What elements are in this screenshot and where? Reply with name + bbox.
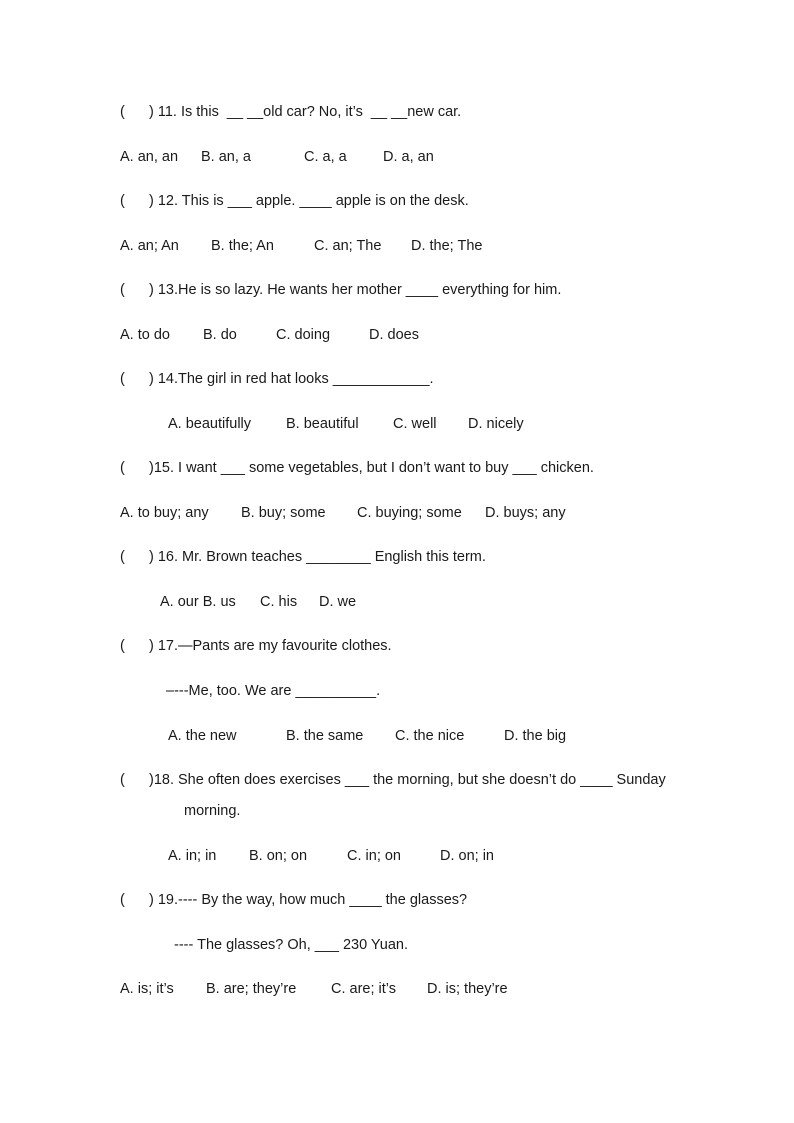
question-17-option-c: C. the nice xyxy=(395,728,465,744)
question-17-reply: –---Me, too. We are __________. xyxy=(166,683,381,699)
question-11-option-d: D. a, an xyxy=(383,149,434,165)
question-18-option-d: D. on; in xyxy=(440,848,494,864)
question-18-option-a: A. in; in xyxy=(168,848,217,864)
question-19-option-c: C. are; it’s xyxy=(331,981,397,997)
question-12-option-b: B. the; An xyxy=(211,238,274,254)
question-18-option-c: C. in; on xyxy=(347,848,401,864)
question-15-option-c: C. buying; some xyxy=(357,505,462,521)
question-16-option-d: D. we xyxy=(319,594,357,610)
question-19-option-a: A. is; it’s xyxy=(120,981,174,997)
question-14-option-b: B. beautiful xyxy=(286,416,359,432)
question-12-option-a: A. an; An xyxy=(120,238,179,254)
question-11-option-b: B. an, a xyxy=(201,149,251,165)
question-15-option-d: D. buys; any xyxy=(485,505,566,521)
question-19-option-b: B. are; they’re xyxy=(206,981,297,997)
question-16-stem: ( ) 16. Mr. Brown teaches ________ English this term. xyxy=(120,549,486,565)
question-14-option-a: A. beautifully xyxy=(168,416,252,432)
question-11-option-a: A. an, an xyxy=(120,149,179,165)
question-13-option-b: B. do xyxy=(203,327,237,343)
question-13-option-c: C. doing xyxy=(276,327,331,343)
question-18-stem-continued: morning. xyxy=(184,803,241,819)
question-17-option-a: A. the new xyxy=(168,728,237,744)
question-16-option-ab: A. our B. us xyxy=(160,594,236,610)
question-13-option-a: A. to do xyxy=(120,327,170,343)
question-11-option-c: C. a, a xyxy=(304,149,347,165)
question-19-stem: ( ) 19.---- By the way, how much ____ the glasses? xyxy=(120,892,468,908)
question-12-option-c: C. an; The xyxy=(314,238,382,254)
question-13-stem: ( ) 13.He is so lazy. He wants her mother ____ everything for him. xyxy=(120,282,562,298)
question-14-stem: ( ) 14.The girl in red hat looks ____________. xyxy=(120,371,434,387)
question-15-option-a: A. to buy; any xyxy=(120,505,209,521)
question-11-stem: ( ) 11. Is this __ __old car? No, it’s __ __new car. xyxy=(120,104,462,120)
question-19-reply: ---- The glasses? Oh, ___ 230 Yuan. xyxy=(174,937,409,953)
question-12-option-d: D. the; The xyxy=(411,238,483,254)
question-13-option-d: D. does xyxy=(369,327,419,343)
question-12-stem: ( ) 12. This is ___ apple. ____ apple is on the desk. xyxy=(120,193,469,209)
question-18-stem: ( )18. She often does exercises ___ the morning, but she doesn’t do ____ Sunday xyxy=(120,772,666,788)
question-19-option-d: D. is; they’re xyxy=(427,981,508,997)
question-14-option-c: C. well xyxy=(393,416,437,432)
question-17-stem: ( ) 17.—Pants are my favourite clothes. xyxy=(120,638,392,654)
question-15-stem: ( )15. I want ___ some vegetables, but I don’t want to buy ___ chicken. xyxy=(120,460,594,476)
question-17-option-b: B. the same xyxy=(286,728,364,744)
question-18-option-b: B. on; on xyxy=(249,848,308,864)
question-14-option-d: D. nicely xyxy=(468,416,524,432)
question-16-option-c: C. his xyxy=(260,594,298,610)
question-17-option-d: D. the big xyxy=(504,728,567,744)
question-15-option-b: B. buy; some xyxy=(241,505,326,521)
